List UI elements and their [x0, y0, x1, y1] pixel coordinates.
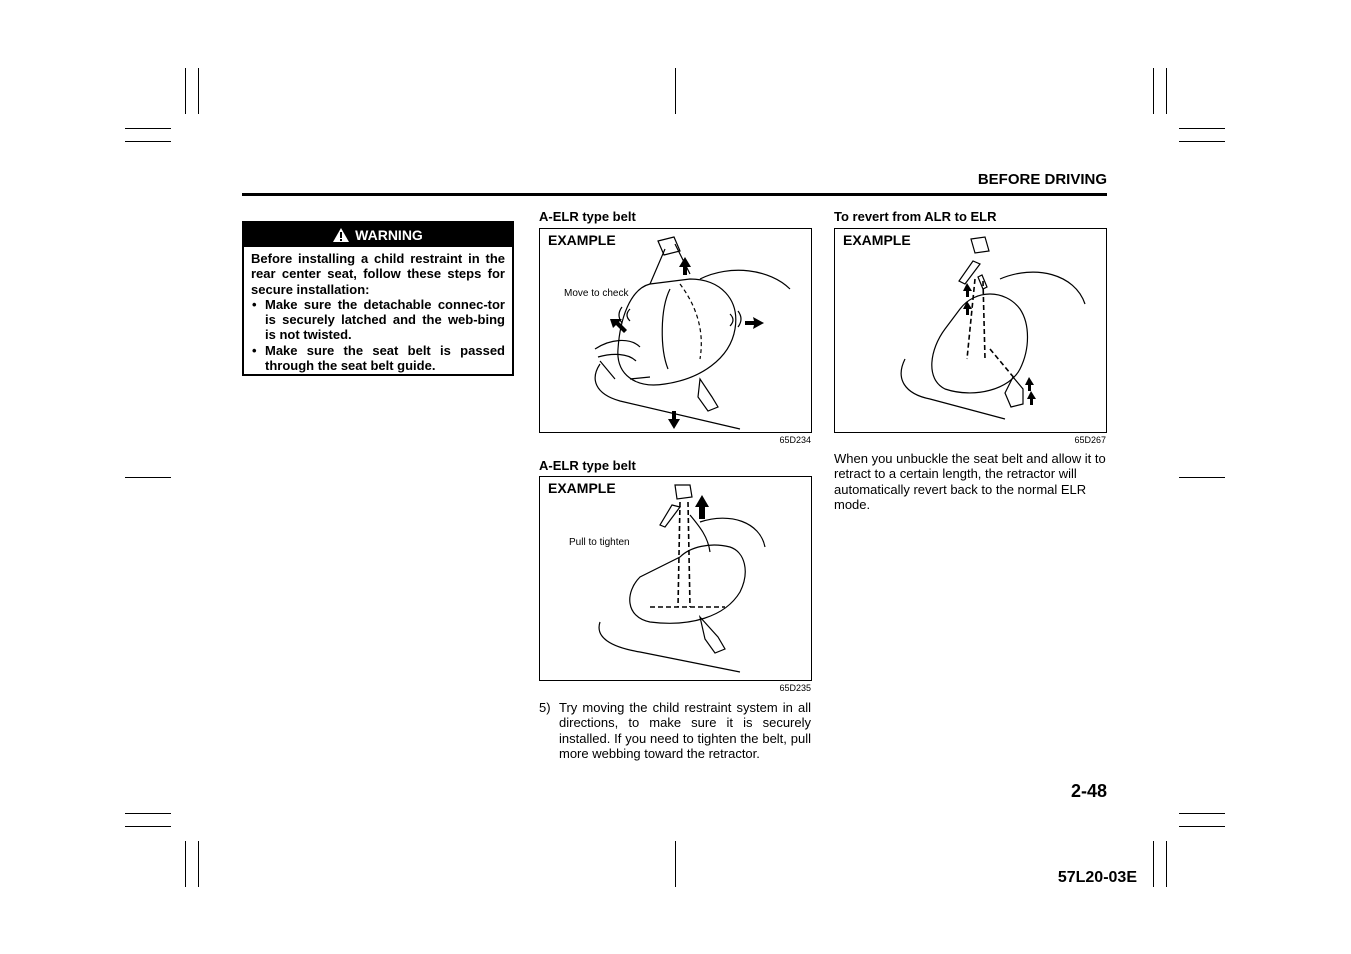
arrow-up-icon: [1025, 377, 1034, 391]
figure-code: 65D235: [779, 683, 811, 693]
warning-header: [244, 223, 512, 247]
arrow-up-icon: [1027, 391, 1036, 405]
warning-bullet: • Make sure the seat belt is passed through the seat belt guide.: [251, 343, 505, 374]
warning-box: [242, 221, 514, 376]
figure-code: 65D234: [779, 435, 811, 445]
figure-box: [834, 228, 1107, 433]
child-seat-illustration: [540, 477, 813, 682]
example-label: EXAMPLE: [548, 480, 616, 496]
document-code: 57L20-03E: [1057, 869, 1137, 886]
arrow-right-icon: [745, 317, 764, 329]
step-text: Try moving the child restraint system in all directions, to make sure it is securely installed. If you need to tighten the belt, pull more webbing toward the retractor.: [559, 700, 811, 761]
section-title: BEFORE DRIVING: [977, 171, 1107, 188]
warning-triangle-icon: [333, 228, 349, 242]
arrow-up-icon: [695, 495, 709, 519]
figure-code: 65D267: [1074, 435, 1106, 445]
revert-paragraph: When you unbuckle the seat belt and allow it to retract to a certain length, the retractor will automatically revert back to the normal ELR mode.: [834, 451, 1106, 512]
figure-caption: To revert from ALR to ELR: [834, 209, 997, 224]
figure-label: Move to check: [564, 288, 629, 299]
page-number: 2-48: [1070, 781, 1107, 801]
figure-box: [539, 476, 812, 681]
warning-body: [244, 247, 512, 373]
example-label: EXAMPLE: [843, 232, 911, 248]
header-rule: [242, 193, 1107, 196]
step-5: [539, 700, 812, 762]
warning-list: [251, 297, 505, 373]
figure-caption: A-ELR type belt: [539, 458, 636, 473]
arrow-up-icon: [963, 283, 972, 297]
figure-label: Pull to tighten: [569, 537, 630, 548]
warning-title: WARNING: [355, 227, 423, 243]
child-seat-illustration: [835, 229, 1108, 434]
arrow-up-icon: [963, 301, 972, 315]
arrow-left-icon: [610, 319, 627, 333]
figure-caption: A-ELR type belt: [539, 209, 636, 224]
figure-box: [539, 228, 812, 433]
child-seat-illustration: [540, 229, 813, 434]
example-label: EXAMPLE: [548, 232, 616, 248]
step-number: 5): [539, 700, 551, 715]
warning-bullet: • Make sure the detachable connec-tor is securely latched and the web-bing is not twisted.: [251, 297, 505, 343]
warning-intro: Before installing a child restraint in the rear center seat, follow these steps for secure installation:: [251, 251, 505, 297]
arrow-down-icon: [668, 411, 680, 429]
